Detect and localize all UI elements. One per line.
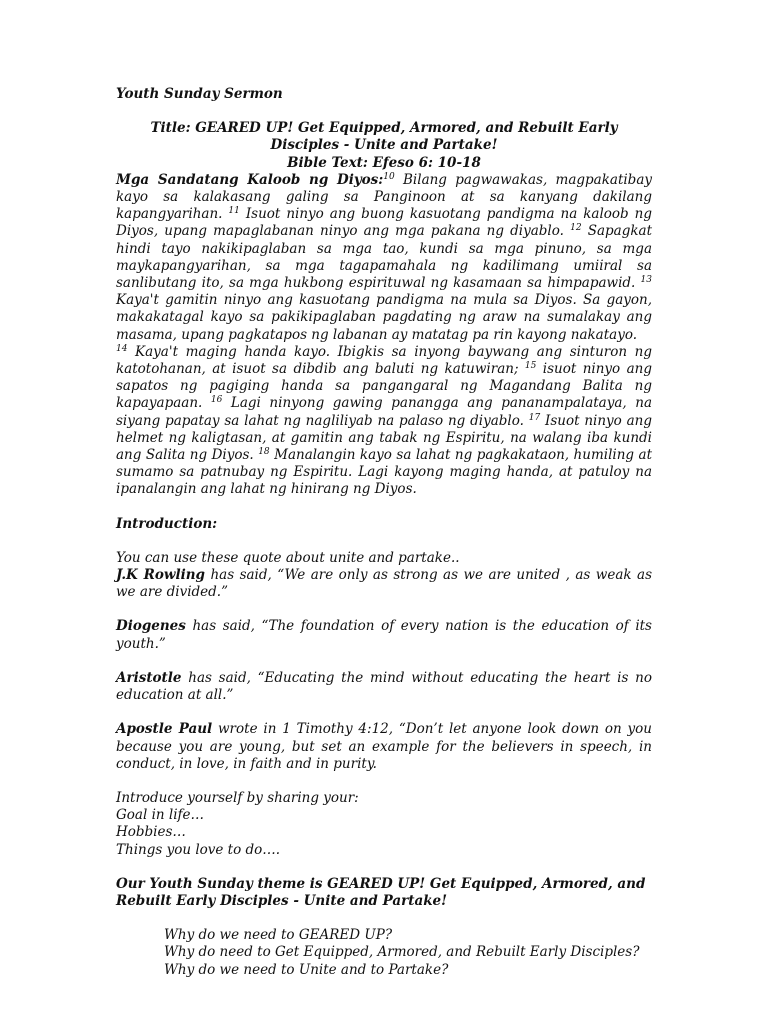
introduction-heading: Introduction:: [116, 515, 218, 532]
document-header: Youth Sunday Sermon: [116, 86, 283, 102]
verse-number: 17: [528, 412, 541, 423]
quote-author: J.K Rowling: [116, 567, 205, 584]
scripture-paragraph-1: [116, 172, 652, 344]
verse-number: 13: [640, 275, 652, 286]
verse-text: Bilang pagwawakas, magpakatibay kayo sa kalakasang galing sa Panginoon at sa kanyang dakilang kapangyarihan.: [116, 171, 652, 223]
quote-author: Aristotle: [116, 669, 182, 686]
quote-author: Apostle Paul: [116, 721, 213, 738]
introduce-item: Goal in life…: [116, 807, 204, 824]
quote-apostle-paul: [116, 721, 652, 773]
sermon-title: Title: GEARED UP! Get Equipped, Armored, and Rebuilt Early Disciples - Unite and Partake!: [150, 120, 618, 154]
bible-text-reference: Bible Text: Efeso 6: 10-18: [287, 154, 481, 171]
verse-text: Lagi ninyong gawing panangga ang pananampalataya, na siyang papatay sa lahat ng nagliliyab na palaso ng diyablo.: [116, 395, 652, 429]
introduce-prompt: Introduce yourself by sharing your:: [116, 789, 359, 806]
quote-rowling: [116, 567, 652, 601]
verse-number: 14: [116, 343, 128, 354]
verse-text: Kaya't gamitin ninyo ang kasuotang pandigma na mula sa Diyos. Sa gayon, makakatagal kayo sa pakikipaglaban pagdating ng araw na sumalakay ang masama, upang pagkatapos ng labanan ay matatag pa rin kayong nakatayo.: [116, 292, 652, 343]
question-item: Why do need to Get Equipped, Armored, and Rebuilt Early Disciples?: [164, 944, 640, 961]
quote-author: Diogenes: [116, 618, 186, 635]
quote-text: has said, “The foundation of every nation is the education of its youth.”: [116, 618, 652, 652]
quote-text: wrote in 1 Timothy 4:12, “Don’t let anyone look down on you because you are young, but set an example for the believers in speech, in conduct, in love, in faith and in purity.: [116, 721, 652, 772]
quote-text: has said, “We are only as strong as we are united , as weak as we are divided.”: [116, 567, 652, 601]
verse-text: Kaya't maging handa kayo. Ibigkis sa inyong baywang ang sinturon ng katotohanan, at isuot sa dibdib ang baluti ng katuwiran;: [116, 343, 652, 378]
verse-number: 16: [210, 395, 223, 406]
verse-number: 10: [383, 171, 395, 182]
question-item: Why do we need to GEARED UP?: [164, 927, 393, 944]
quote-text: has said, “Educating the mind without educating the heart is no education at all.”: [116, 669, 652, 704]
verse-number: 18: [258, 447, 270, 458]
verse-text: Isuot ninyo ang helmet ng kaligtasan, at gamitin ang tabak ng Espiritu, na walang iba kundi ang Salita ng Diyos.: [116, 412, 652, 464]
verse-number: 12: [570, 223, 582, 234]
quote-diogenes: [116, 618, 652, 652]
introduction-lead: You can use these quote about unite and partake..: [116, 549, 460, 566]
scripture-heading: Mga Sandatang Kaloob ng Diyos:: [116, 171, 384, 188]
scripture-paragraph-2: [116, 344, 652, 499]
verse-text: Isuot ninyo ang buong kasuotang pandigma na kaloob ng Diyos, upang mapaglabanan ninyo ang mga pakana ng diyablo.: [116, 206, 652, 240]
introduce-item: Hobbies…: [116, 824, 186, 841]
theme-statement: Our Youth Sunday theme is GEARED UP! Get Equipped, Armored, and Rebuilt Early Disciples - Unite and Partake!: [116, 875, 646, 909]
verse-text: Manalangin kayo sa lahat ng pagkakataon, humiling at sumamo sa patnubay ng Espiritu. Lagi kayong maging handa, at patuloy na ipanalangin ang lahat ng hinirang ng Diyos.: [116, 447, 652, 498]
verse-text: Sapagkat hindi tayo nakikipaglaban sa mga tao, kundi sa mga pinuno, sa mga maykapangyarihan, sa mga tagapamahala ng kadilimang umiiral sa sanlibutang ito, sa mga hukbong espirituwal ng kasamaan sa himpapawid.: [116, 223, 653, 292]
quote-aristotle: [116, 670, 652, 704]
question-list: [116, 927, 652, 979]
introduce-item: Things you love to do….: [116, 841, 281, 858]
verse-number: 15: [524, 361, 537, 372]
verse-number: 11: [228, 206, 240, 217]
verse-text: isuot ninyo ang sapatos ng pagiging handa sa pangangaral ng Magandang Balita ng kapayapaan.: [116, 361, 652, 412]
question-item: Why do we need to Unite and to Partake?: [164, 961, 449, 978]
